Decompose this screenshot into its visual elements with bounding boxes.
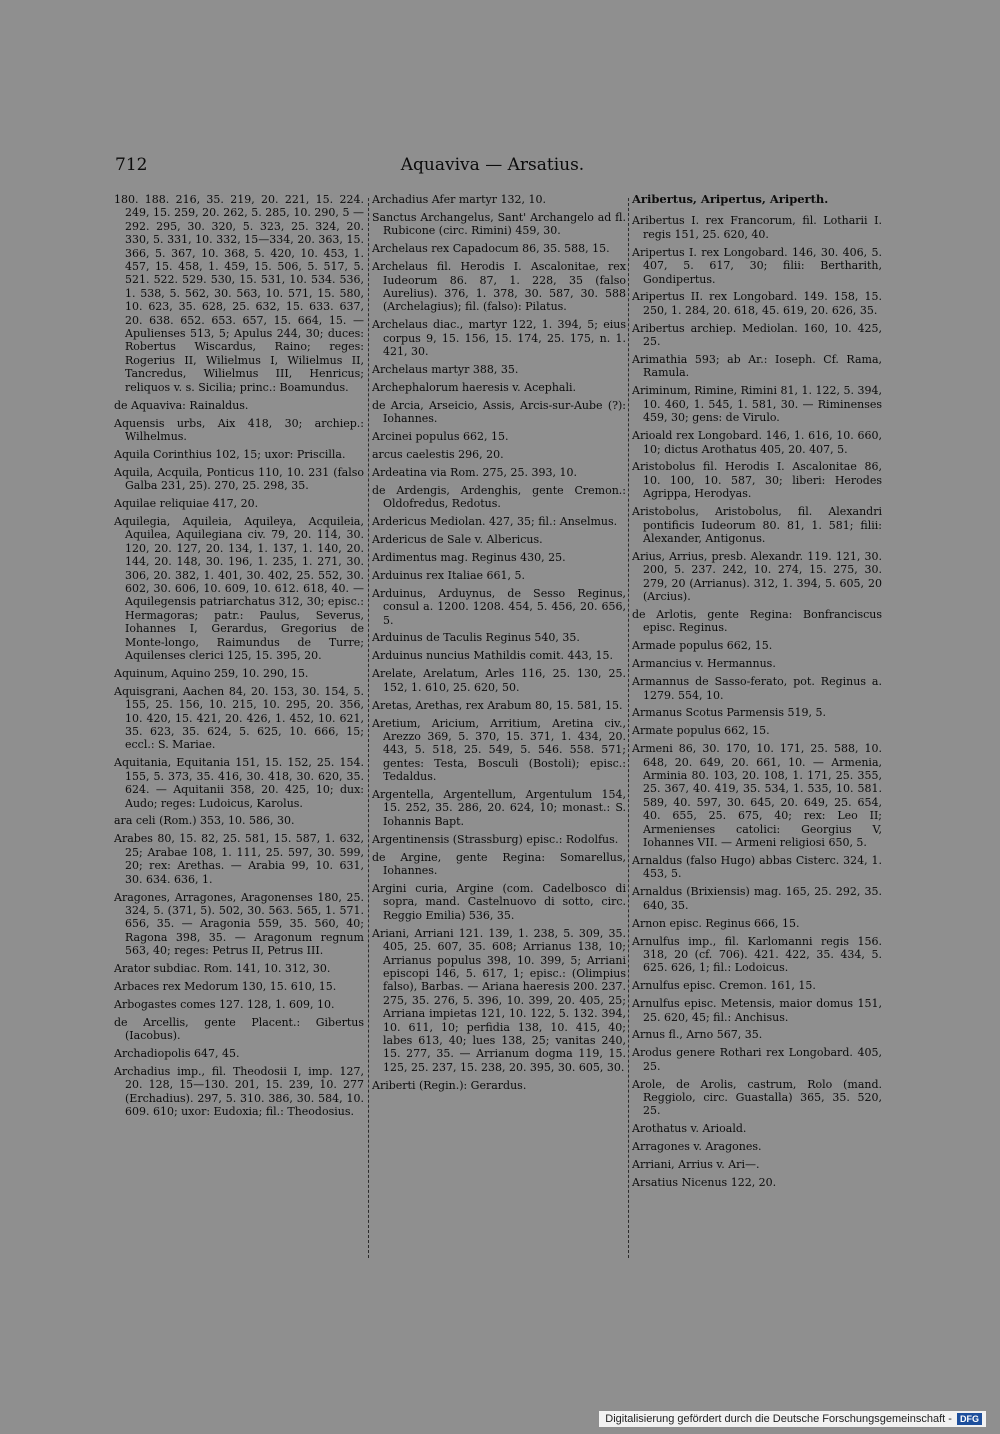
index-entry: Ardimentus mag. Reginus 430, 25. [372, 550, 566, 564]
index-entry: Arsatius Nicenus 122, 20. [632, 1176, 777, 1190]
index-entry: Arnaldus (falso Hugo) abbas Cisterc. 324, 1. 453, 5. [632, 853, 882, 881]
index-entry: Arnus fl., Arno 567, 35. [632, 1028, 763, 1042]
index-entry: Archadiopolis 647, 45. [114, 1047, 240, 1061]
index-column-3 [632, 193, 882, 1194]
index-entry: arcus caelestis 296, 20. [372, 448, 504, 461]
index-entry: Arnulfus imp., fil. Karlomanni regis 156. 318, 20 (cf. 706). 421. 422, 35. 434, 5. 625. 626, 1; fil.: Lodoicus. [632, 934, 882, 975]
index-entry: de Argine, gente Regina: Somarellus, Iohannes. [372, 850, 626, 878]
index-entry: ara celi (Rom.) 353, 10. 586, 30. [114, 814, 295, 828]
index-entry: Archelaus rex Capadocum 86, 35. 588, 15. [372, 242, 610, 256]
index-entry: Aquinum, Aquino 259, 10. 290, 15. [114, 666, 309, 680]
dfg-logo: DFG [957, 1413, 982, 1425]
index-entry: Ardeatina via Rom. 275, 25. 393, 10. [372, 465, 577, 479]
index-column-2 [372, 193, 626, 1097]
index-entry: Archadius imp., fil. Theodosii I, imp. 127, 20. 128, 15—130. 201, 15. 239, 10. 277 (Erchadius). 297, 5. 310. 386, 30. 584, 10. 609. 610; uxor: Eudoxia; fil.: Theodosius. [114, 1064, 364, 1119]
index-entry: Arduinus de Taculis Reginus 540, 35. [372, 631, 580, 645]
index-entry: Aripertus II. rex Longobard. 149. 158, 15. 250, 1. 284, 20. 618, 45. 619, 20. 626, 35. [632, 290, 882, 317]
index-entry: Armeni 86, 30. 170, 10. 171, 25. 588, 10. 648, 20. 649, 20. 661, 10. — Armenia, Arminia 80. 103, 20. 108, 1. 171, 25. 355, 25. 367, 40. 419, 35. 534, 1. 535, 10. 581. 589, 40. 597, 30. 645, 20. 649, 25. 654, 40. 655, 25. 675, 40; rex: Leo II; Armenienses catolici: Georgius V, Iohannes VII. — Armeni religiosi 650, 5. [632, 742, 882, 850]
index-entry: Aquilegia, Aquileia, Aquileya, Acquileia, Aquilea, Aquilegiana civ. 79, 20. 114, 30. 120, 20. 127, 20. 134, 1. 137, 1. 140, 20. 144, 20. 148, 30. 196, 1. 235, 1. 271, 30. 306, 20. 382, 1. 401, 30. 402, 25. 552, 30. 602, 30. 606, 10. 609, 10. 612. 618, 40. — Aquilegensis patriarchatus 312, 30; episc.: Hermagoras; patr.: Paulus, Severus, Iohannes I, Gerardus, Gregorius de Monte-longo, Raimundus de Turre; Aquilenses clerici 125, 15. 395, 20. [114, 514, 364, 662]
index-entry: Ariminum, Rimine, Rimini 81, 1. 122, 5. 394, 10. 460, 1. 545, 1. 581, 30. — Riminenses 459, 30; gens: de Virulo. [632, 384, 882, 425]
index-entry: Arnaldus (Brixiensis) mag. 165, 25. 292, 35. 640, 35. [632, 885, 882, 912]
index-entry: Aquila Corinthius 102, 15; uxor: Priscilla. [114, 447, 346, 461]
index-entry: Arioald rex Longobard. 146, 1. 616, 10. 660, 10; dictus Arothatus 405, 20. 407, 5. [632, 429, 882, 456]
page-header [115, 155, 870, 181]
index-entry: Armanus Scotus Parmensis 519, 5. [632, 706, 827, 720]
index-entry: de Ardengis, Ardenghis, gente Cremon.: Oldofredus, Redotus. [372, 483, 626, 511]
index-entry: Arriani, Arrius v. Ari—. [632, 1158, 760, 1172]
column-divider [368, 198, 369, 1258]
index-entry: Arduinus, Arduynus, de Sesso Reginus, consul a. 1200. 1208. 454, 5. 456, 20. 656, 5. [372, 586, 626, 627]
index-entry: Archelaus fil. Herodis I. Ascalonitae, rex Iudeorum 86. 87, 1. 228, 35 (falso Aurelius). 376, 1. 378, 30. 587, 30. 588 (Archelagius); fil. (falso): Pilatus. [372, 260, 626, 314]
index-entry: Argini curia, Argine (com. Cadelbosco di sopra, mand. Castelnuovo di sotto, circ. Reggio Emilia) 536, 35. [372, 881, 626, 922]
index-entry: Arbogastes comes 127. 128, 1. 609, 10. [114, 997, 335, 1011]
index-entry: de Arlotis, gente Regina: Bonfranciscus episc. Reginus. [632, 607, 882, 635]
column-heading: Aribertus, Aripertus, Ariperth. [632, 192, 829, 206]
index-entry: Arole, de Arolis, castrum, Rolo (mand. Reggiolo, circ. Guastalla) 365, 35. 520, 25. [632, 1077, 882, 1118]
running-title: Aquaviva — Arsatius. [400, 155, 585, 175]
index-entry: Archelaus martyr 388, 35. [372, 362, 519, 376]
index-entry: Aquisgrani, Aachen 84, 20. 153, 30. 154, 5. 155, 25. 156, 10. 215, 10. 295, 20. 356, 10. 420, 15. 421, 20. 426, 1. 452, 10. 621, 35. 623, 35. 624, 5. 625, 10. 666, 15; eccl.: S. Mariae. [114, 684, 364, 752]
index-entry: Arduinus nuncius Mathildis comit. 443, 15. [372, 649, 614, 663]
index-entry: Aquilae reliquiae 417, 20. [114, 497, 259, 511]
index-entry: Ardericus de Sale v. Albericus. [372, 533, 543, 547]
index-entry: de Arcia, Arseicio, Assis, Arcis-sur-Aube (?): Iohannes. [372, 398, 626, 426]
index-entry: Armate populus 662, 15. [632, 724, 770, 738]
index-entry: Armade populus 662, 15. [632, 639, 773, 653]
index-entry: Aquila, Acquila, Ponticus 110, 10. 231 (falso Galba 231, 25). 270, 25. 298, 35. [114, 465, 364, 493]
index-entry: Archadius Afer martyr 132, 10. [372, 193, 546, 206]
index-entry: Arnulfus episc. Metensis, maior domus 151, 25. 620, 45; fil.: Anchisus. [632, 997, 882, 1024]
funding-footer [599, 1411, 986, 1427]
index-entry: Aretium, Aricium, Arritium, Aretina civ., Arezzo 369, 5. 370, 15. 371, 1. 434, 20. 443, 5. 518, 25. 549, 5. 546. 558. 571; gentes: Testa, Bosculi (Bostoli); episc.: Tedaldus. [372, 716, 626, 784]
index-entry: 180. 188. 216, 35. 219, 20. 221, 15. 224. 249, 15. 259, 20. 262, 5. 285, 10. 290, 5 — 292. 295, 30. 320, 5. 323, 25. 324, 20. 330, 5. 331, 10. 332, 15—334, 20. 363, 15. 366, 5. 367, 10. 368, 5. 420, 10. 453, 1. 457, 15. 458, 1. 459, 15. 506, 5. 517, 5. 521. 522. 529. 530, 15. 531, 10. 534. 536, 1. 538, 5. 562, 30. 563, 10. 571, 15. 580, 10. 623, 35. 628, 25. 632, 15. 633. 637, 20. 638. 652. 653. 657, 15. 664, 15. — Apulienses 513, 5; Apulus 244, 30; duces: Robertus Wiscardus, Raino; reges: Rogerius II, Wilielmus I, Wilielmus II, Tancredus, Wilielmus III, Henricus; reliquos v. s. Sicilia; princ.: Boamundus. [114, 193, 364, 394]
index-entry: Argentinensis (Strassburg) episc.: Rodolfus. [372, 832, 619, 846]
index-entry: Arius, Arrius, presb. Alexandr. 119. 121, 30. 200, 5. 237. 242, 10. 274, 15. 275, 30. 279, 20 (Arrianus). 312, 1. 394, 5. 605, 20 (Arcius). [632, 549, 882, 604]
index-entry: Ariberti (Regin.): Gerardus. [372, 1078, 527, 1092]
index-entry: Arimathia 593; ab Ar.: Ioseph. Cf. Rama, Ramula. [632, 353, 882, 380]
index-entry: Arnon episc. Reginus 666, 15. [632, 916, 800, 930]
index-entry: Arcinei populus 662, 15. [372, 430, 509, 444]
index-entry: Aquitania, Equitania 151, 15. 152, 25. 154. 155, 5. 373, 35. 416, 30. 418, 30. 620, 35. 624. — Aquitanii 358, 20. 425, 10; dux: Audo; reges: Ludoicus, Karolus. [114, 756, 364, 810]
index-entry: Armannus de Sasso-ferato, pot. Reginus a. 1279. 554, 10. [632, 675, 882, 702]
index-entry: Aragones, Arragones, Aragonenses 180, 25. 324, 5. (371, 5). 502, 30. 563. 565, 1. 571. 656, 35. — Aragonia 559, 35. 560, 40; Ragona 398, 35. — Aragonum regnum 563, 40; reges: Petrus II, Petrus III. [114, 890, 364, 958]
index-entry: Aquensis urbs, Aix 418, 30; archiep.: Wilhelmus. [114, 416, 364, 443]
index-entry: Arodus genere Rothari rex Longobard. 405, 25. [632, 1046, 882, 1073]
index-entry: Arelate, Arelatum, Arles 116, 25. 130, 25. 152, 1. 610, 25. 620, 50. [372, 667, 626, 694]
index-entry: de Aquaviva: Rainaldus. [114, 398, 249, 412]
column-divider [628, 198, 629, 1258]
index-entry: Ardericus Mediolan. 427, 35; fil.: Anselmus. [372, 515, 618, 529]
page-number: 712 [115, 155, 148, 175]
index-entry: Arothatus v. Arioald. [632, 1122, 747, 1136]
index-entry: Argentella, Argentellum, Argentulum 154, 15. 252, 35. 286, 20. 624, 10; monast.: S. Iohannis Bapt. [372, 788, 626, 828]
index-entry: Arnulfus episc. Cremon. 161, 15. [632, 979, 816, 993]
index-entry: Armancius v. Hermannus. [632, 657, 776, 671]
index-entry: Ariani, Arriani 121. 139, 1. 238, 5. 309, 35. 405, 25. 607, 35. 608; Arrianus 138, 10; Arrianus populus 398, 10. 399, 5; Arriani episcopi 146, 5. 617, 1; episc.: (Olimpius falso), Barbas. — Ariana haeresis 200. 237. 275, 35. 276, 5. 396, 10. 399, 20. 405, 25; Arriana impietas 121, 10. 122, 5. 132. 394, 10. 611, 10; perfidia 138, 10. 415, 40; labes 613, 40; lues 138, 25; vanitas 240, 15. 277, 35. — Arrianum dogma 119, 15. 125, 25. 237, 15. 238, 20. 395, 30. 605, 30. [372, 926, 626, 1074]
index-entry: Aristobolus fil. Herodis I. Ascalonitae 86, 10. 100, 10. 587, 30; liberi: Herodes Agrippa, Herodyas. [632, 460, 882, 501]
index-entry: Sanctus Archangelus, Sant' Archangelo ad fl. Rubicone (circ. Rimini) 459, 30. [372, 210, 626, 238]
index-entry: Aribertus archiep. Mediolan. 160, 10. 425, 25. [632, 321, 882, 349]
index-entry: Arbaces rex Medorum 130, 15. 610, 15. [114, 979, 337, 993]
index-entry: Arragones v. Aragones. [632, 1140, 762, 1154]
index-entry: Arduinus rex Italiae 661, 5. [372, 568, 526, 582]
index-entry: Archelaus diac., martyr 122, 1. 394, 5; eius corpus 9, 15. 156, 15. 174, 25. 175, n. 1. 421, 30. [372, 318, 626, 359]
index-entry: Aretas, Arethas, rex Arabum 80, 15. 581, 15. [372, 698, 623, 712]
footer-text: Digitalisierung gefördert durch die Deutsche Forschungsgemeinschaft - [605, 1413, 952, 1425]
index-entry: Arabes 80, 15. 82, 25. 581, 15. 587, 1. 632, 25; Arabae 108, 1. 111, 25. 597, 30. 599, 20; rex: Arethas. — Arabia 99, 10. 631, 30. 634. 636, 1. [114, 832, 364, 886]
index-entry: Aribertus I. rex Francorum, fil. Lotharii I. regis 151, 25. 620, 40. [632, 214, 882, 241]
index-entry: Aristobolus, Aristobolus, fil. Alexandri pontificis Iudeorum 80. 81, 1. 581; filii: Alexander, Antigonus. [632, 505, 882, 545]
index-column-1 [114, 193, 364, 1123]
index-entry: Aripertus I. rex Longobard. 146, 30. 406, 5. 407, 5. 617, 30; filii: Bertharith, Gondipertus. [632, 245, 882, 286]
index-entry: Archephalorum haeresis v. Acephali. [372, 380, 577, 394]
index-entry: de Arcellis, gente Placent.: Gibertus (Iacobus). [114, 1015, 364, 1043]
index-entry: Arator subdiac. Rom. 141, 10. 312, 30. [114, 962, 331, 976]
